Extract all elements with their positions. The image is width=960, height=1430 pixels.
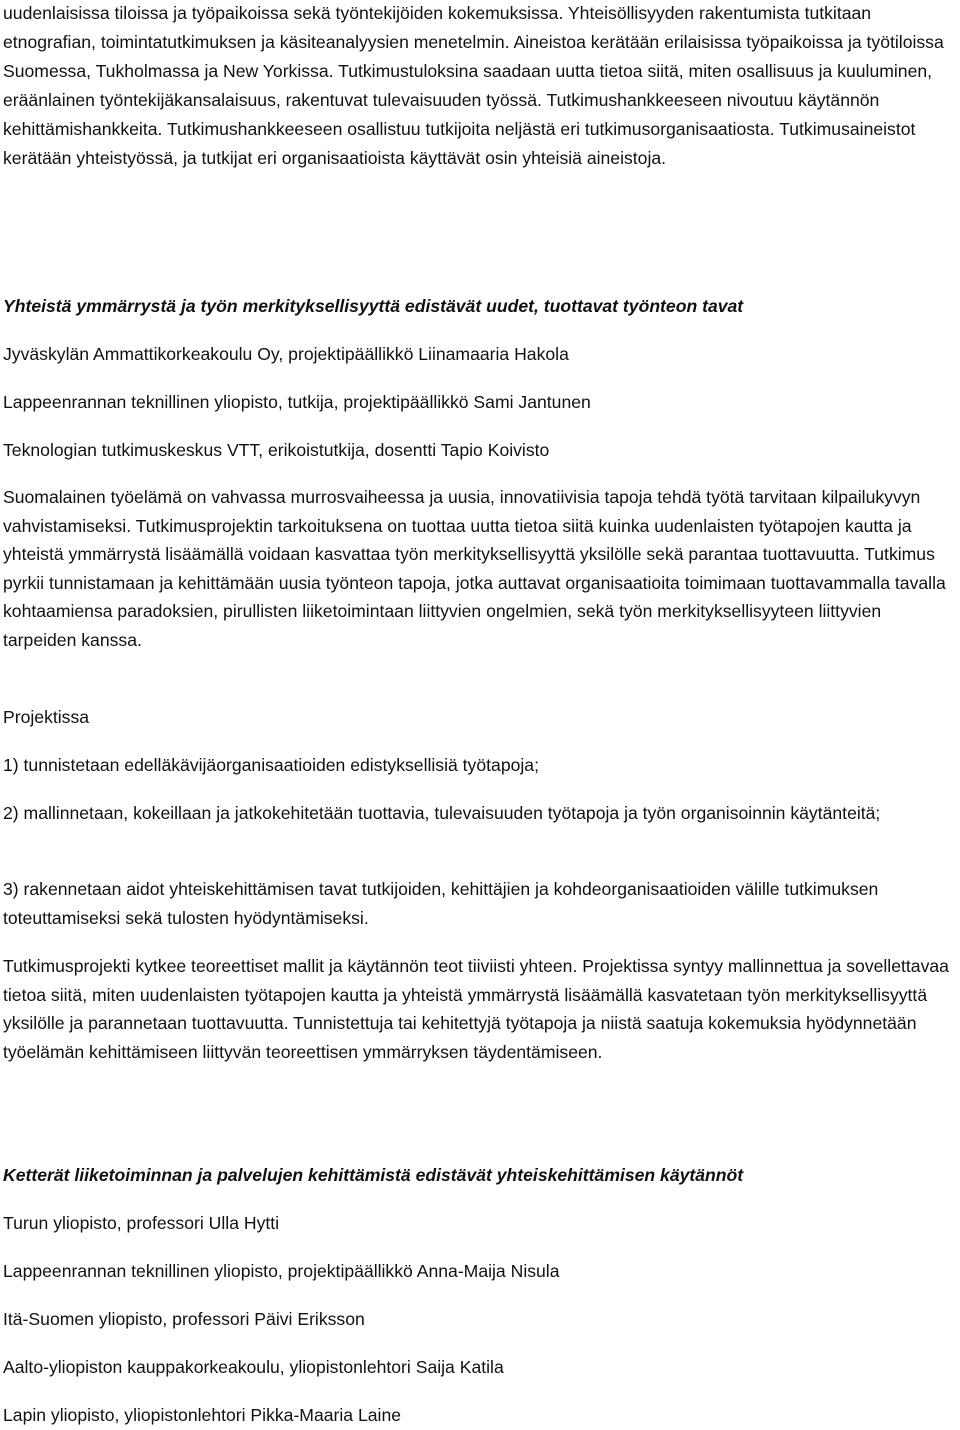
section2-org2: Lappeenrannan teknillinen yliopisto, projektipäällikkö Anna-Maija Nisula [3, 1261, 560, 1281]
section1-summary: Tutkimusprojekti kytkee teoreettiset mallit ja käytännön teot tiiviisti yhteen. Projektissa syntyy mallinnettua ja sovellettavaa tietoa siitä, miten uudenlaisten työtapojen kautta ja yhteistä ymmärrystä lisäämällä kasvatetaan työn merkityksellisyyttä yksilölle ja parannetaan tuottavuutta. Tunnistettuja tai kehitettyjä työtapoja ja niistä saatuja kokemuksia hyödynnetään työelämän kehittämiseen liittyvän teoreettisen ymmärryksen täydentämiseen. [3, 956, 949, 1062]
section2-org1: Turun yliopisto, professori Ulla Hytti [3, 1213, 280, 1233]
intro-text: uudenlaisissa tiloissa ja työpaikoissa sekä työntekijöiden kokemuksissa. Yhteisöllisyyden rakentumista tutkitaan etnografian, toimintatutkimuksen ja käsiteanalyysien menetelmin. Aineistoa kerätään erilaisissa työpaikoissa ja työtiloissa Suomessa, Tukholmassa ja New Yorkissa. Tutkimustuloksina saadaan uutta tietoa siitä, miten osallisuus ja kuuluminen, eräänlainen työntekijäkansalaisuus, rakentuvat tulevaisuuden työssä. Tutkimushankkeeseen nivoutuu käytännön kehittämishankkeita. Tutkimushankkeeseen osallistuu tutkijoita neljästä eri tutkimusorganisaatiosta. Tutkimusaineistot kerätään yhteistyössä, ja tutkijat eri organisaatioista käyttävät osin yhteisiä aineistoja. [3, 3, 944, 168]
section2-org4: Aalto-yliopiston kauppakorkeakoulu, yliopistonlehtori Saija Katila [3, 1357, 504, 1377]
section1-project-label: Projektissa [3, 707, 90, 727]
section1-item3: 3) rakennetaan aidot yhteiskehittämisen tavat tutkijoiden, kehittäjien ja kohdeorganisaatioiden välille tutkimuksen toteuttamiseksi sekä tulosten hyödyntämiseksi. [3, 879, 879, 928]
section1-org3: Teknologian tutkimuskeskus VTT, erikoistutkija, dosentti Tapio Koivisto [3, 440, 550, 460]
section1-org1: Jyväskylän Ammattikorkeakoulu Oy, projektipäällikkö Liinamaaria Hakola [3, 344, 569, 364]
section1-heading: Yhteistä ymmärrystä ja työn merkityksellisyyttä edistävät uudet, tuottavat työnteon tavat [3, 296, 744, 316]
section2-org5: Lapin yliopisto, yliopistonlehtori Pikka-Maaria Laine [3, 1405, 402, 1425]
section1-description: Suomalainen työelämä on vahvassa murrosvaiheessa ja uusia, innovatiivisia tapoja tehdä työtä tarvitaan kilpailukyvyn vahvistamiseksi. Tutkimusprojektin tarkoituksena on tuottaa uutta tietoa siitä kuinka uudenlaisten työtapojen kautta ja yhteistä ymmärrystä lisäämällä voidaan kasvattaa työn merkityksellisyyttä yksilölle sekä parantaa tuottavuutta. Tutkimus pyrkii tunnistamaan ja kehittämään uusia työnteon tapoja, jotka auttavat organisaatioita toimimaan tuottavammalla tavalla kohtaamiensa paradoksien, pirullisten liiketoimintaan liittyvien ongelmien, sekä työn merkityksellisyyteen liittyvien tarpeiden kanssa. [3, 487, 946, 650]
section2-heading: Ketterät liiketoiminnan ja palvelujen kehittämistä edistävät yhteiskehittämisen käytännöt [3, 1165, 744, 1185]
section1-item1: 1) tunnistetaan edelläkävijäorganisaatioiden edistyksellisiä työtapoja; [3, 755, 539, 775]
section1-org2: Lappeenrannan teknillinen yliopisto, tutkija, projektipäällikkö Sami Jantunen [3, 392, 591, 412]
section2-org3: Itä-Suomen yliopisto, professori Päivi Eriksson [3, 1309, 365, 1329]
intro-paragraph [3, 0, 958, 173]
section1-item2: 2) mallinnetaan, kokeillaan ja jatkokehitetään tuottavia, tulevaisuuden työtapoja ja työn organisoinnin käytänteitä; [3, 803, 881, 823]
